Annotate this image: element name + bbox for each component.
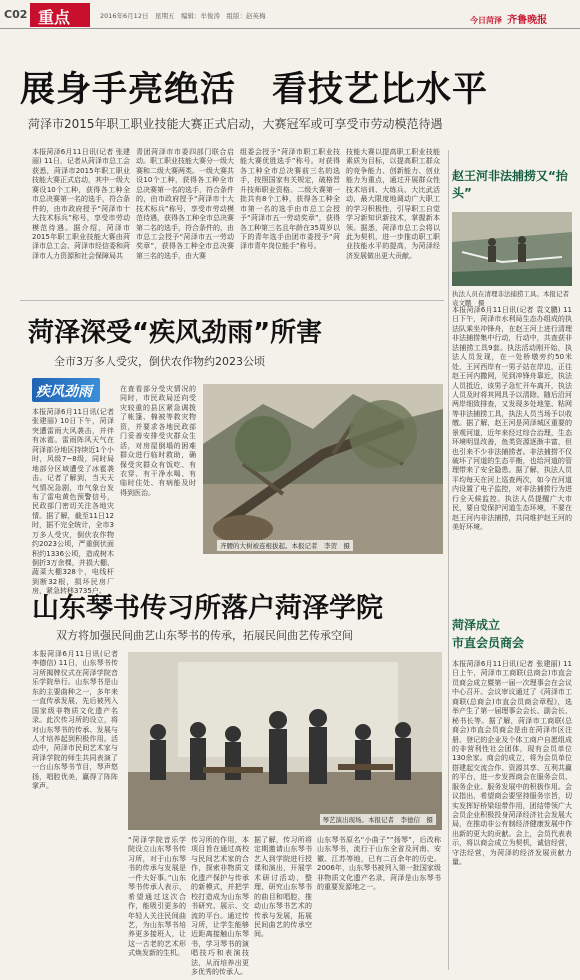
qinshu-title: 山东琴书传习所落户菏泽学院 xyxy=(32,593,383,624)
sidebar-1-title xyxy=(452,168,572,202)
disaster-body-2: 在查看部分受灾情况的同时，市民政局还向受灾较重的县区紧急调拨了帐篷、棉被等救灾物资，并要求各地民政部门妥善安排受灾群众生活，对房屋倒塌的困难群众进行临时救助，确保受灾群众有饭吃、有衣穿、有干净水喝、有临时住处、有病能及时得到医治。 xyxy=(120,385,196,497)
sidebar-2-title-line1: 菏泽成立 xyxy=(452,618,501,632)
section-tab xyxy=(30,3,90,27)
date-line: 2016年6月12日 星期五 编辑：牟俊涛 组版：赵英梅 xyxy=(100,12,266,20)
disaster-logo-text: 疾风劲雨 xyxy=(36,384,92,400)
lead-subtitle: 菏泽市2015年职工职业技能大赛正式启动，大赛冠军或可享受市劳动模范待遇 xyxy=(28,117,443,131)
sidebar-2-body: 本报菏泽6月11日讯(记者 张建丽) 11日上午，菏泽市工商联(总商会)市直会员商会成立暨第一届一次理事会在会议中心召开。会议审议通过了《菏泽市工商联(总商会)市直会员商会章程》，选举产生了第一届理事会会长、副会长、秘书长等。据了解，菏泽市工商联(总商会)市直会员商会是由在菏泽市区注册、登记的企业及个体工商户自愿组成的非营利性社会团体，现有会员单位130余家。商会的成立，将为会员单位搭建起交流合作、资源共享、互利共赢的平台，进一步发挥商会在服务会员、服务企业、服务发展中的积极作用。会议指出，希望商会要坚持服务宗旨，切实发挥好桥梁纽带作用，团结带领广大会员企业积极投身菏泽经济社会发展大局，在推动非公有制经济健康发展中作出新的更大的贡献。会上，会员代表表示，将以商会成立为契机，诚信经营，守法经营，为菏泽的经济发展贡献力量。 xyxy=(452,660,572,867)
disaster-subtitle: 全市3万多人受灾，倒伏农作物约2023公顷 xyxy=(54,355,265,368)
qinshu-subtitle: 双方将加强民间曲艺山东琴书的传承，拓展民间曲艺传承空间 xyxy=(56,629,353,642)
disaster-logo xyxy=(32,378,100,402)
lead-col-1: 本报菏泽6月11日讯(记者 张建丽) 11日，记者从菏泽市总工会获悉，菏泽市2015年职工职业技能大赛正式启动，其中一级大赛设10个工种，获得各工种全市总决赛第一名的选手，符合条件的，由市政府授予“菏泽市十大技术标兵”称号，享受市劳动模范待遇。据介绍，菏泽市2015年职工职业技能大赛由菏泽市总工会、菏泽市经信委和菏泽市人力资源和社会保障局共 xyxy=(32,148,130,260)
concert-photo xyxy=(128,652,442,830)
river-photo-caption: 执法人员在清理非法捕捞工具。本报记者 袁文鹏 摄 xyxy=(452,290,576,308)
brand-logo xyxy=(470,8,547,27)
sidebar-2-title-line2: 市直会员商会 xyxy=(452,636,525,650)
qinshu-body-4: 据了解，传习所将定期邀请山东琴书艺人到学院进行授课和演出，开展学术研讨活动，整理、研究山东琴书的曲目和唱腔，推动山东琴书艺术的传承与发展，拓展民间曲艺的传承空间。 xyxy=(254,836,312,939)
disaster-title: 菏泽深受“疾风劲雨”所害 xyxy=(28,318,323,348)
divider xyxy=(20,300,444,301)
brand-name: 今日菏泽 xyxy=(470,16,502,25)
lead-col-3: 组委会授予“菏泽市职工职业技能大赛优胜选手”称号。对获得各工种全市总决赛前三名的选手，按照国家有关规定，破格晋升技师职业资格。二级大赛第一批共有8个工种，获得各工种全市第一名的选手由市总工会授予“菏泽市五一劳动奖章”，获得各工种第三名且年龄在35周岁以下的青年选手由团市委授予“菏泽市青年岗位能手”称号。 xyxy=(240,148,340,251)
qinshu-body-1: 本报菏泽6月11日讯(记者 李德信) 11日，山东琴书传习所揭牌仪式在菏泽学院音乐学院举行。山东琴书是山东的主要曲种之一，多年来一直传承发展，先后被列入国家级非物质文化遗产名录。此次传习所的设立，将对山东琴书的传承、发展与人才培养起到积极作用。活动中，菏泽市民间艺术家与菏泽学院的师生共同表演了一台山东琴书节目，琴声悠扬，唱腔优美，赢得了阵阵掌声。 xyxy=(32,650,118,791)
qinshu-body-2: “菏泽学院音乐学院设立山东琴书传习所，对于山东琴书的传承与发展是一件大好事。”山东琴书传承人表示，希望通过这次合作，能吸引更多的年轻人关注民间曲艺，为山东琴书培养更多接班人，让这一古老的艺术形式焕发新的生机。 xyxy=(128,836,186,958)
tree-photo-caption: 齐腰的大树被连根拔起。本报记者 李贺 摄 xyxy=(217,540,353,551)
qinshu-body-5: 山东琴书原名“小曲子”“扬琴”，后改称山东琴书，流行于山东全省及河南、安徽、江苏等地，已有二百余年的历史。2006年，山东琴书被列入第一批国家级非物质文化遗产名录，菏泽是山东琴书的重要发源地之一。 xyxy=(317,836,441,892)
sidebar-2-heading xyxy=(452,616,572,652)
qinshu-body-3: 传习所的作用，本项目旨在通过高校与民间艺术家的合作，探索非物质文化遗产保护与传承的新模式，并把学校打造成为山东琴书研究、展示、交流的平台。通过传习所，让学生能够近距离接触山东琴书，学习琴书的演唱技巧和表演技法，从而培养出更多优秀的传承人。 xyxy=(191,836,249,977)
tree-photo xyxy=(203,384,443,554)
header-rule xyxy=(0,28,580,29)
concert-photo-caption: 琴艺演出现场。本报记者 李德信 摄 xyxy=(320,814,437,825)
lead-col-2: 青团菏泽市市委四部门联合启动。职工职业技能大赛分一级大赛和二级大赛两类。一级大赛共设10个工种，获得各工种全市总决赛第一名的选手，符合条件的，由市政府授予“菏泽市十大技术标兵”称号，享受市劳动模范待遇，获得各工种全市总决赛第二名的选手，符合条件的，由市总工会授予“菏泽市五一劳动奖章”，获得各工种全市总决赛第三名的选手，由大赛 xyxy=(136,148,234,260)
disaster-body-1: 本报菏泽6月11日讯(记者 张建丽) 10日下午，菏泽突遭雷雨大风袭击，并伴有冰雹。雷雨阵风天气在菏泽部分地区持续近1个小时，风级7~8级，同时局地部分区域遭受了冰雹袭击。记者了解到，当天天气情况急剧，市气象台发布了雷电黄色预警信号，民政部门密切关注各地灾情。据了解，截至11日12时，据不完全统计，全市3万多人受灾，倒伏农作物约2023公顷，严重倒伏面积约1336公顷，造成树木倒折3万余棵，并损大棚、蔬菜大棚328个，电线杆到断32根，损坏民房厂房，紧急转移3735户。 xyxy=(32,408,114,596)
lead-col-4: 技能大赛以提高职工职业技能素质为目标，以提高职工群众的竞争能力、创新能力、创业能力为重点，通过开展群众性技术培训、大练兵、大比武活动，最大限度地调动广大职工的学习积极性，引导职工自觉学习新知识新技术，掌握新本领。据悉，菏泽市总工会将以此为契机，进一步推动职工职业技能水平的提高，为菏泽经济发展做出更大贡献。 xyxy=(346,148,440,260)
sidebar-1-body: 本报菏泽6月11日讯(记者 袁文鹏) 11日下午，菏泽市水利局生态办组成的执法队乘坐冲锋舟，在赵王河上进行清理非法捕捞集中行动，行动中，共查获非法捕捞工具9套。执法活动刚开始，执法人员发现，在一处桥墩旁约50米处，王河西岸有一男子站在岸边，正往赵王河内撒网，见到冲锋舟靠近，执法人员抵近，该男子急忙开车离开，执法人员及时将其网具予以清除。随后沿河两岸细致排查，又发现多处地笼、粘网等非法捕捞工具，执法人员当场予以收缴。据了解，赵王河是菏泽城区重要的景观河道，近年来经过综合治理，生态环境明显改善，鱼类资源逐渐丰富，但也引来不少非法捕捞者。非法捕捞不仅破坏了河道的生态平衡，也给河道的管理带来了安全隐患。据了解，执法人员平均每天在河上巡查两次，如今在河道内设置了电子监控，对非法捕捞行为进行全天候监控。执法人员提醒广大市民，要自觉保护河道生态环境，不要在赵王河内非法捕捞，共同维护赵王河的美好环境。 xyxy=(452,306,572,532)
section-label: 重点 xyxy=(38,8,71,27)
lead-title: 展身手亮绝活 看技艺比水平 xyxy=(20,70,489,110)
page-header xyxy=(0,0,580,30)
sidebar-1-heading: 赵王河非法捕捞又“抬头” xyxy=(452,169,568,200)
river-photo xyxy=(452,212,572,286)
page-number: C02 xyxy=(4,8,28,21)
brand-name-2: 齐鲁晚报 xyxy=(507,15,548,26)
sidebar-rule xyxy=(448,150,449,970)
